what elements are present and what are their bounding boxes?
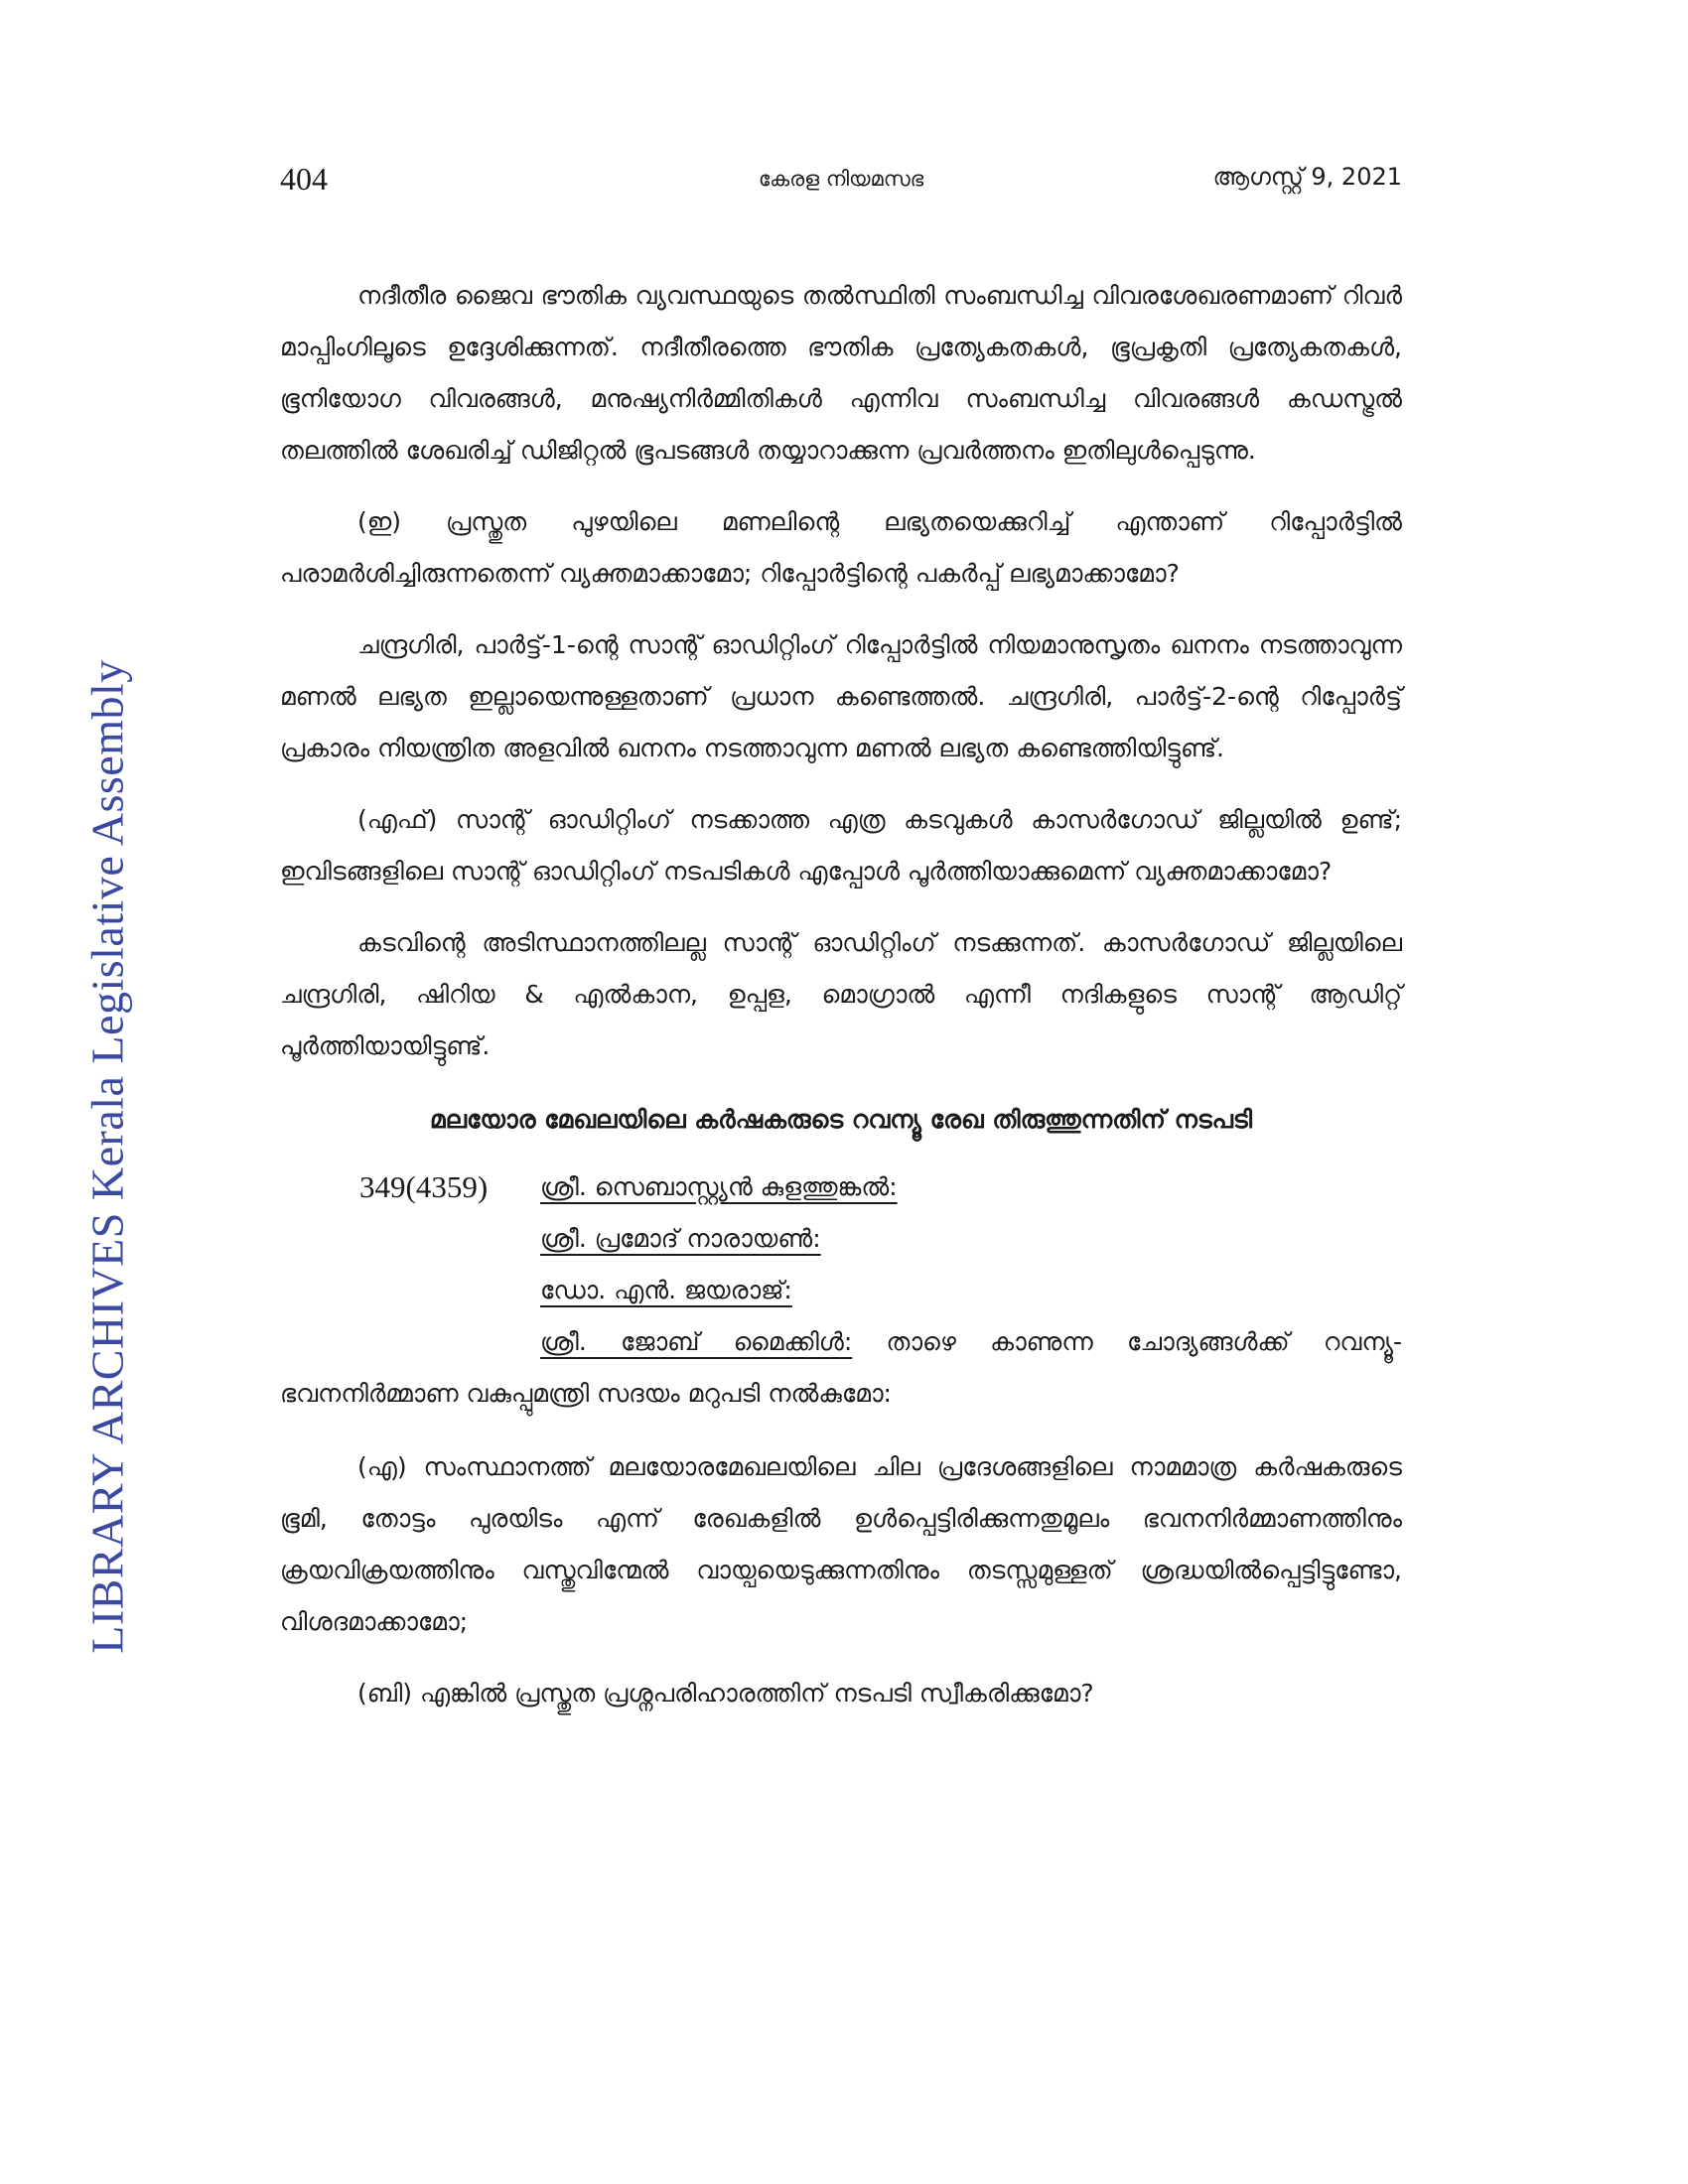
page-number: 404 bbox=[280, 161, 328, 197]
member-name: ശ്രീ. സെബാസ്റ്റ്യൻ കുളത്തുങ്കൽ: bbox=[540, 1172, 898, 1201]
request-text: താഴെ കാണുന്ന ചോദ്യങ്ങൾക്ക് റവന്യൂ-ഭവനനിർമ്മാണ വകുപ്പുമന്ത്രി സദയം മറുപടി നൽകുമോ: bbox=[280, 1327, 1402, 1408]
answer-e: ചന്ദ്രഗിരി, പാർട്ട്-1-ന്റെ സാന്റ് ഓഡിറ്റിംഗ് റിപ്പോർട്ടിൽ നിയമാനുസൃതം ഖനനം നടത്താവുന്ന മണൽ ലഭ്യത ഇല്ലായെന്നുള്ളതാണ് പ്രധാന കണ്ടെത്തൽ. ചന്ദ്രഗിരി, പാർട്ട്-2-ന്റെ റിപ്പോർട്ട് പ്രകാരം നിയന്ത്രിത അളവിൽ ഖനനം നടത്താവുന്ന മണൽ ലഭ്യത കണ്ടെത്തിയിട്ടുണ്ട്. bbox=[280, 630, 1402, 762]
member-name: ഡോ. എൻ. ജയരാജ്: bbox=[540, 1276, 792, 1304]
library-archives-watermark: LIBRARY ARCHIVES Kerala Legislative Assembly bbox=[81, 659, 133, 1654]
answer-f: കടവിന്റെ അടിസ്ഥാനത്തിലല്ല സാന്റ് ഓഡിറ്റിംഗ് നടക്കുന്നത്. കാസർഗോഡ് ജില്ലയിലെ ചന്ദ്രഗിരി, ഷിറിയ & എൽകാന, ഉപ്പള, മൊഗ്രാൽ എന്നീ നദികളുടെ സാന്റ് ആഡിറ്റ് പൂർത്തിയായിട്ടുണ്ട്. bbox=[280, 928, 1402, 1060]
header-date: ആഗസ്റ്റ് 9, 2021 bbox=[1212, 163, 1402, 191]
answer-paragraph-river-mapping: നദീതീര ജൈവ ഭൗതിക വ്യവസ്ഥയുടെ തൽസ്ഥിതി സംബന്ധിച്ച വിവരശേഖരണമാണ് റിവർ മാപ്പിംഗിലൂടെ ഉദ്ദേശിക്കുന്നത്. നദീതീരത്തെ ഭൗതിക പ്രത്യേകതകൾ, ഭൂപ്രകൃതി പ്രത്യേകതകൾ, ഭൂനിയോഗ വിവരങ്ങൾ, മനുഷ്യനിർമ്മിതികൾ എന്നിവ സംബന്ധിച്ച വിവരങ്ങൾ കഡസ്ട്രൽ തലത്തിൽ ശേഖരിച്ച് ഡിജിറ്റൽ ഭൂപടങ്ങൾ തയ്യാറാക്കുന്ന പ്രവർത്തനം ഇതിലുൾപ്പെടുന്നു. bbox=[280, 281, 1402, 465]
page-header bbox=[280, 161, 1402, 210]
question-part-b: (ബി) എങ്കിൽ പ്രസ്തുത പ്രശ്നപരിഹാരത്തിന് നടപടി സ്വീകരിക്കുമോ? bbox=[357, 1679, 1094, 1707]
running-title: കേരള നിയമസഭ bbox=[758, 167, 924, 191]
document-body bbox=[280, 270, 1402, 1739]
question-e: (ഇ) പ്രസ്തുത പുഴയിലെ മണലിന്റെ ലഭ്യതയെക്കുറിച്ച് എന്താണ് റിപ്പോർട്ടിൽ പരാമർശിച്ചിരുന്നതെന്ന് വ്യക്തമാക്കാമോ; റിപ്പോർട്ടിന്റെ പകർപ്പ് ലഭ്യമാക്കാമോ? bbox=[280, 507, 1402, 588]
member-name: ശ്രീ. ജോബ് മൈക്കിൾ: bbox=[540, 1327, 853, 1356]
question-f: (എഫ്) സാന്റ് ഓഡിറ്റിംഗ് നടക്കാത്ത എത്ര കടവുകൾ കാസർഗോഡ് ജില്ലയിൽ ഉണ്ട്; ഇവിടങ്ങളിലെ സാന്റ് ഓഡിറ്റിംഗ് നടപടികൾ എപ്പോൾ പൂർത്തിയാക്കുമെന്ന് വ്യക്തമാക്കാമോ? bbox=[280, 805, 1402, 886]
member-line bbox=[280, 1161, 1402, 1213]
question-heading: മലയോര മേഖലയിലെ കർഷകരുടെ റവന്യൂ രേഖ തിരുത്തുന്നതിന് നടപടി bbox=[429, 1105, 1253, 1134]
member-line bbox=[280, 1265, 1402, 1316]
question-part-a: (എ) സംസ്ഥാനത്ത് മലയോരമേഖലയിലെ ചില പ്രദേശങ്ങളിലെ നാമമാത്ര കർഷകരുടെ ഭൂമി, തോട്ടം പുരയിടം എന്ന് രേഖകളിൽ ഉൾപ്പെട്ടിരിക്കുന്നതുമൂലം ഭവനനിർമ്മാണത്തിനും ക്രയവിക്രയത്തിനും വസ്തുവിന്മേൽ വായ്പയെടുക്കുന്നതിനും തടസ്സമുള്ളത് ശ്രദ്ധയിൽപ്പെട്ടിട്ടുണ്ടോ, വിശദമാക്കാമോ; bbox=[280, 1452, 1402, 1636]
question-members bbox=[280, 1161, 1402, 1420]
member-line bbox=[280, 1213, 1402, 1265]
member-name: ശ്രീ. പ്രമോദ് നാരായൺ: bbox=[540, 1224, 821, 1253]
member-request-line bbox=[280, 1316, 1402, 1420]
question-number: 349(4359) bbox=[359, 1169, 489, 1204]
